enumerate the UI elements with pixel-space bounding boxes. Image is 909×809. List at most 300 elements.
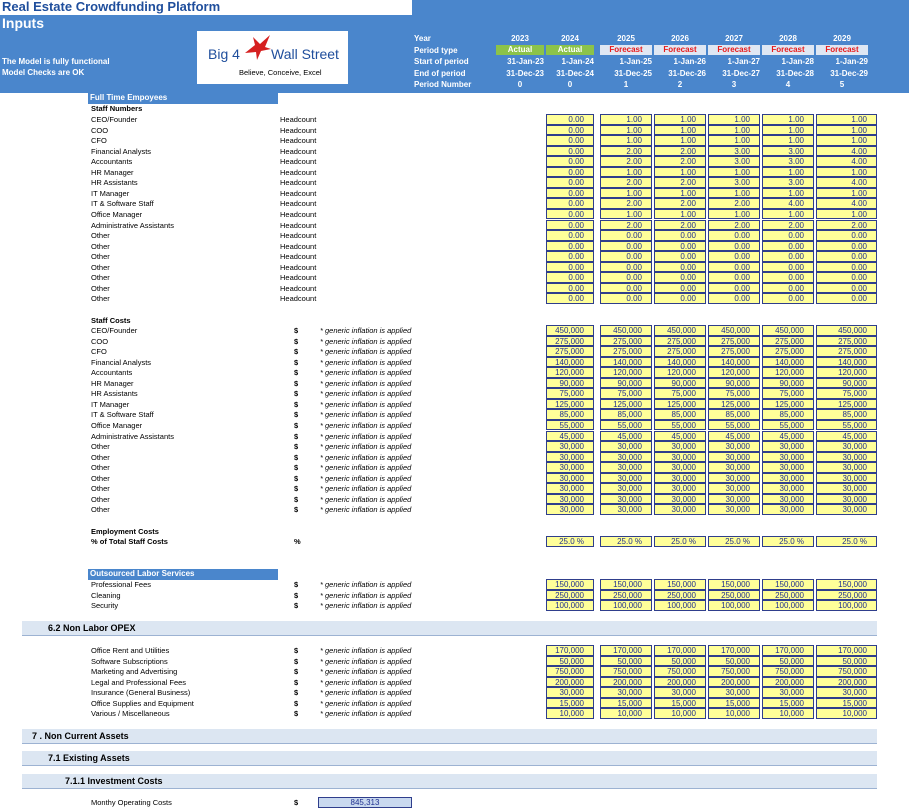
input-cell[interactable]: 250,000 xyxy=(654,590,706,601)
input-cell[interactable]: 30,000 xyxy=(546,441,594,452)
input-cell[interactable]: 100,000 xyxy=(654,600,706,611)
input-cell[interactable]: 55,000 xyxy=(708,420,760,431)
input-cell[interactable]: 100,000 xyxy=(600,600,652,611)
input-cell[interactable]: 170,000 xyxy=(816,645,877,656)
input-cell[interactable]: 275,000 xyxy=(762,346,814,357)
input-cell[interactable]: 30,000 xyxy=(654,473,706,484)
input-cell[interactable]: 4.00 xyxy=(816,198,877,209)
input-cell[interactable]: 0.00 xyxy=(546,125,594,136)
input-cell[interactable]: 120,000 xyxy=(546,367,594,378)
input-cell[interactable]: 0.00 xyxy=(816,241,877,252)
input-cell[interactable]: 1.00 xyxy=(654,209,706,220)
input-cell[interactable]: 150,000 xyxy=(762,579,814,590)
input-cell[interactable]: 120,000 xyxy=(762,367,814,378)
row-unit: Headcount xyxy=(280,220,317,230)
input-cell[interactable]: 150,000 xyxy=(654,579,706,590)
input-cell[interactable]: 30,000 xyxy=(816,687,877,698)
input-cell[interactable]: 140,000 xyxy=(816,357,877,368)
input-cell[interactable]: 1.00 xyxy=(762,114,814,125)
input-cell[interactable]: 275,000 xyxy=(654,346,706,357)
input-cell[interactable]: 1.00 xyxy=(600,125,652,136)
input-cell[interactable]: 1.00 xyxy=(654,167,706,178)
group-staff-costs: Staff Costs xyxy=(91,316,131,325)
input-cell[interactable]: 30,000 xyxy=(708,452,760,463)
input-cell[interactable]: 200,000 xyxy=(600,677,652,688)
input-cell[interactable]: 0.00 xyxy=(600,293,652,304)
input-cell[interactable]: 1.00 xyxy=(816,114,877,125)
input-cell[interactable]: 1.00 xyxy=(600,114,652,125)
input-cell[interactable]: 1.00 xyxy=(762,135,814,146)
input-cell[interactable]: 0.00 xyxy=(600,251,652,262)
input-cell[interactable]: 30,000 xyxy=(708,441,760,452)
input-cell[interactable]: 75,000 xyxy=(708,388,760,399)
input-cell[interactable]: 50,000 xyxy=(546,656,594,667)
input-cell[interactable]: 30,000 xyxy=(708,494,760,505)
input-cell[interactable]: 3.00 xyxy=(762,146,814,157)
input-cell[interactable]: 275,000 xyxy=(816,336,877,347)
input-cell[interactable]: 30,000 xyxy=(762,494,814,505)
input-cell[interactable]: 15,000 xyxy=(654,698,706,709)
input-cell[interactable]: 50,000 xyxy=(762,656,814,667)
input-cell[interactable]: 75,000 xyxy=(762,388,814,399)
input-cell[interactable]: 30,000 xyxy=(708,483,760,494)
input-cell[interactable]: 1.00 xyxy=(816,125,877,136)
input-cell[interactable]: 30,000 xyxy=(600,504,652,515)
input-cell[interactable]: 450,000 xyxy=(546,325,594,336)
input-cell[interactable]: 0.00 xyxy=(762,241,814,252)
input-cell[interactable]: 45,000 xyxy=(654,431,706,442)
input-cell[interactable]: 0.00 xyxy=(546,114,594,125)
input-cell[interactable]: 450,000 xyxy=(654,325,706,336)
input-cell[interactable]: 750,000 xyxy=(546,666,594,677)
input-cell[interactable]: 0.00 xyxy=(546,177,594,188)
input-cell[interactable]: 250,000 xyxy=(708,590,760,601)
input-cell[interactable]: 10,000 xyxy=(708,708,760,719)
input-cell[interactable]: 125,000 xyxy=(600,399,652,410)
input-cell[interactable]: 90,000 xyxy=(600,378,652,389)
input-cell[interactable]: 0.00 xyxy=(816,283,877,294)
input-cell[interactable]: 750,000 xyxy=(600,666,652,677)
employment-cost-pct-cell[interactable]: 25.0 % xyxy=(708,536,760,547)
input-cell[interactable]: 275,000 xyxy=(816,346,877,357)
input-cell[interactable]: 1.00 xyxy=(816,209,877,220)
input-cell[interactable]: 0.00 xyxy=(816,293,877,304)
input-cell[interactable]: 0.00 xyxy=(546,198,594,209)
input-cell[interactable]: 2.00 xyxy=(600,177,652,188)
input-cell[interactable]: 125,000 xyxy=(654,399,706,410)
input-cell[interactable]: 4.00 xyxy=(816,146,877,157)
input-cell[interactable]: 30,000 xyxy=(654,494,706,505)
input-cell[interactable]: 30,000 xyxy=(546,687,594,698)
input-cell[interactable]: 275,000 xyxy=(708,336,760,347)
input-cell[interactable]: 30,000 xyxy=(762,504,814,515)
input-cell[interactable]: 0.00 xyxy=(546,135,594,146)
input-cell[interactable]: 1.00 xyxy=(600,188,652,199)
input-cell[interactable]: 2.00 xyxy=(654,156,706,167)
row-label: HR Manager xyxy=(91,167,134,177)
inflation-note: * generic inflation is applied xyxy=(320,688,412,698)
input-cell[interactable]: 150,000 xyxy=(546,579,594,590)
input-cell[interactable]: 125,000 xyxy=(762,399,814,410)
input-cell[interactable]: 30,000 xyxy=(600,687,652,698)
input-cell[interactable]: 750,000 xyxy=(708,666,760,677)
input-cell[interactable]: 30,000 xyxy=(654,687,706,698)
input-cell[interactable]: 0.00 xyxy=(762,283,814,294)
input-cell[interactable]: 0.00 xyxy=(762,230,814,241)
input-cell[interactable]: 0.00 xyxy=(708,251,760,262)
input-cell[interactable]: 250,000 xyxy=(816,590,877,601)
input-cell[interactable]: 30,000 xyxy=(600,494,652,505)
input-cell[interactable]: 200,000 xyxy=(816,677,877,688)
input-cell[interactable]: 85,000 xyxy=(654,409,706,420)
input-cell[interactable]: 170,000 xyxy=(762,645,814,656)
input-cell[interactable]: 10,000 xyxy=(654,708,706,719)
input-cell[interactable]: 4.00 xyxy=(816,177,877,188)
input-cell[interactable]: 0.00 xyxy=(546,293,594,304)
input-cell[interactable]: 0.00 xyxy=(762,272,814,283)
input-cell[interactable]: 15,000 xyxy=(600,698,652,709)
input-cell[interactable]: 50,000 xyxy=(600,656,652,667)
input-cell[interactable]: 30,000 xyxy=(762,483,814,494)
input-cell[interactable]: 0.00 xyxy=(654,230,706,241)
input-cell[interactable]: 15,000 xyxy=(708,698,760,709)
row-unit: $ xyxy=(294,347,299,357)
input-cell[interactable]: 120,000 xyxy=(708,367,760,378)
input-cell[interactable]: 0.00 xyxy=(654,293,706,304)
input-cell[interactable]: 55,000 xyxy=(546,420,594,431)
input-cell[interactable]: 4.00 xyxy=(762,198,814,209)
employment-cost-pct-cell[interactable]: 25.0 % xyxy=(816,536,877,547)
input-cell[interactable]: 100,000 xyxy=(708,600,760,611)
input-cell[interactable]: 85,000 xyxy=(600,409,652,420)
input-cell[interactable]: 0.00 xyxy=(708,230,760,241)
input-cell[interactable]: 1.00 xyxy=(762,125,814,136)
input-cell[interactable]: 0.00 xyxy=(600,230,652,241)
input-cell[interactable]: 2.00 xyxy=(708,220,760,231)
input-cell[interactable]: 140,000 xyxy=(708,357,760,368)
input-cell[interactable]: 1.00 xyxy=(762,209,814,220)
input-cell[interactable]: 450,000 xyxy=(816,325,877,336)
input-cell[interactable]: 1.00 xyxy=(762,188,814,199)
input-cell[interactable]: 30,000 xyxy=(600,483,652,494)
input-cell[interactable]: 140,000 xyxy=(762,357,814,368)
input-cell[interactable]: 170,000 xyxy=(546,645,594,656)
input-cell[interactable]: 3.00 xyxy=(762,177,814,188)
input-cell[interactable]: 200,000 xyxy=(708,677,760,688)
input-cell[interactable]: 3.00 xyxy=(708,146,760,157)
input-cell[interactable]: 1.00 xyxy=(654,135,706,146)
input-cell[interactable]: 15,000 xyxy=(816,698,877,709)
input-cell[interactable]: 10,000 xyxy=(816,708,877,719)
input-cell[interactable]: 1.00 xyxy=(708,167,760,178)
input-cell[interactable]: 275,000 xyxy=(654,336,706,347)
input-cell[interactable]: 450,000 xyxy=(708,325,760,336)
input-cell[interactable]: 30,000 xyxy=(762,441,814,452)
input-cell[interactable]: 2.00 xyxy=(654,198,706,209)
input-cell[interactable]: 1.00 xyxy=(708,114,760,125)
input-cell[interactable]: 30,000 xyxy=(654,483,706,494)
input-cell[interactable]: 0.00 xyxy=(654,283,706,294)
input-cell[interactable]: 750,000 xyxy=(654,666,706,677)
input-cell[interactable]: 2.00 xyxy=(654,146,706,157)
input-cell[interactable]: 30,000 xyxy=(762,462,814,473)
input-cell[interactable]: 0.00 xyxy=(654,241,706,252)
input-cell[interactable]: 10,000 xyxy=(600,708,652,719)
inflation-note: * generic inflation is applied xyxy=(320,368,412,378)
input-cell[interactable]: 30,000 xyxy=(546,452,594,463)
company-logo xyxy=(197,31,348,84)
input-cell[interactable]: 1.00 xyxy=(816,188,877,199)
row-label: Accountants xyxy=(91,368,133,378)
input-cell[interactable]: 3.00 xyxy=(708,177,760,188)
input-cell[interactable]: 150,000 xyxy=(816,579,877,590)
input-cell[interactable]: 0.00 xyxy=(546,156,594,167)
input-cell[interactable]: 30,000 xyxy=(654,462,706,473)
input-cell[interactable]: 30,000 xyxy=(654,441,706,452)
input-cell[interactable]: 170,000 xyxy=(600,645,652,656)
input-cell[interactable]: 120,000 xyxy=(600,367,652,378)
employment-cost-pct-cell[interactable]: 25.0 % xyxy=(546,536,594,547)
inflation-note: * generic inflation is applied xyxy=(320,452,412,462)
input-cell[interactable]: 30,000 xyxy=(654,452,706,463)
input-cell[interactable]: 90,000 xyxy=(654,378,706,389)
input-cell[interactable]: 1.00 xyxy=(654,114,706,125)
input-cell[interactable]: 0.00 xyxy=(546,167,594,178)
input-cell[interactable]: 750,000 xyxy=(816,666,877,677)
input-cell[interactable]: 30,000 xyxy=(546,483,594,494)
input-cell[interactable]: 0.00 xyxy=(708,272,760,283)
input-cell[interactable]: 450,000 xyxy=(600,325,652,336)
input-cell[interactable]: 125,000 xyxy=(546,399,594,410)
input-cell[interactable]: 2.00 xyxy=(654,220,706,231)
input-cell[interactable]: 50,000 xyxy=(816,656,877,667)
input-cell[interactable]: 30,000 xyxy=(546,504,594,515)
input-cell[interactable]: 30,000 xyxy=(816,462,877,473)
input-cell[interactable]: 0.00 xyxy=(762,251,814,262)
input-cell[interactable]: 90,000 xyxy=(546,378,594,389)
input-cell[interactable]: 1.00 xyxy=(762,167,814,178)
input-cell[interactable]: 45,000 xyxy=(708,431,760,442)
input-cell[interactable]: 30,000 xyxy=(816,441,877,452)
input-cell[interactable]: 1.00 xyxy=(816,167,877,178)
input-cell[interactable]: 30,000 xyxy=(816,473,877,484)
input-cell[interactable]: 0.00 xyxy=(708,283,760,294)
input-cell[interactable]: 55,000 xyxy=(762,420,814,431)
input-cell[interactable]: 2.00 xyxy=(762,220,814,231)
input-cell[interactable]: 85,000 xyxy=(762,409,814,420)
input-cell[interactable]: 0.00 xyxy=(546,220,594,231)
input-cell[interactable]: 100,000 xyxy=(546,600,594,611)
input-cell[interactable]: 0.00 xyxy=(546,262,594,273)
input-cell[interactable]: 90,000 xyxy=(708,378,760,389)
input-cell[interactable]: 4.00 xyxy=(816,156,877,167)
input-cell[interactable]: 75,000 xyxy=(546,388,594,399)
employment-cost-pct-cell[interactable]: 25.0 % xyxy=(654,536,706,547)
input-cell[interactable]: 1.00 xyxy=(708,125,760,136)
input-cell[interactable]: 250,000 xyxy=(762,590,814,601)
input-cell[interactable]: 30,000 xyxy=(600,473,652,484)
input-cell[interactable]: 1.00 xyxy=(600,209,652,220)
input-cell[interactable]: 0.00 xyxy=(600,283,652,294)
input-cell[interactable]: 170,000 xyxy=(708,645,760,656)
input-cell[interactable]: 170,000 xyxy=(654,645,706,656)
input-cell[interactable]: 0.00 xyxy=(654,272,706,283)
input-cell[interactable]: 10,000 xyxy=(762,708,814,719)
input-cell[interactable]: 45,000 xyxy=(762,431,814,442)
input-cell[interactable]: 50,000 xyxy=(654,656,706,667)
input-cell[interactable]: 0.00 xyxy=(816,251,877,262)
input-cell[interactable]: 0.00 xyxy=(546,241,594,252)
row-label: IT Manager xyxy=(91,399,130,409)
input-cell[interactable]: 275,000 xyxy=(708,346,760,357)
input-cell[interactable]: 0.00 xyxy=(600,262,652,273)
input-cell[interactable]: 10,000 xyxy=(546,708,594,719)
input-cell[interactable]: 0.00 xyxy=(546,272,594,283)
input-cell[interactable]: 275,000 xyxy=(762,336,814,347)
input-cell[interactable]: 1.00 xyxy=(708,135,760,146)
input-cell[interactable]: 140,000 xyxy=(546,357,594,368)
input-cell[interactable]: 0.00 xyxy=(600,241,652,252)
input-cell[interactable]: 150,000 xyxy=(708,579,760,590)
row-label-period-number: Period Number xyxy=(414,80,472,89)
input-cell[interactable]: 1.00 xyxy=(708,209,760,220)
input-cell[interactable]: 275,000 xyxy=(600,336,652,347)
input-cell[interactable]: 1.00 xyxy=(654,188,706,199)
input-cell[interactable]: 120,000 xyxy=(816,367,877,378)
input-cell[interactable]: 30,000 xyxy=(546,494,594,505)
input-cell[interactable]: 0.00 xyxy=(816,272,877,283)
input-cell[interactable]: 3.00 xyxy=(708,156,760,167)
employment-cost-pct-cell[interactable]: 25.0 % xyxy=(762,536,814,547)
row-unit: $ xyxy=(294,473,299,483)
input-cell[interactable]: 55,000 xyxy=(600,420,652,431)
employment-cost-pct-cell[interactable]: 25.0 % xyxy=(600,536,652,547)
monthly-operating-costs-value[interactable]: 845,313 xyxy=(318,797,412,808)
input-cell[interactable]: 0.00 xyxy=(654,262,706,273)
input-cell[interactable]: 140,000 xyxy=(654,357,706,368)
input-cell[interactable]: 150,000 xyxy=(600,579,652,590)
input-cell[interactable]: 2.00 xyxy=(654,177,706,188)
input-cell[interactable]: 30,000 xyxy=(816,504,877,515)
input-cell[interactable]: 250,000 xyxy=(546,590,594,601)
row-label: Office Manager xyxy=(91,209,143,219)
input-cell[interactable]: 1.00 xyxy=(600,135,652,146)
input-cell[interactable]: 0.00 xyxy=(708,293,760,304)
input-cell[interactable]: 2.00 xyxy=(708,198,760,209)
input-cell[interactable]: 275,000 xyxy=(546,336,594,347)
input-cell[interactable]: 100,000 xyxy=(762,600,814,611)
input-cell[interactable]: 0.00 xyxy=(546,188,594,199)
input-cell[interactable]: 30,000 xyxy=(762,687,814,698)
input-cell[interactable]: 2.00 xyxy=(600,146,652,157)
input-cell[interactable]: 0.00 xyxy=(708,262,760,273)
input-cell[interactable]: 30,000 xyxy=(816,494,877,505)
input-cell[interactable]: 30,000 xyxy=(546,462,594,473)
input-cell[interactable]: 85,000 xyxy=(708,409,760,420)
row-label-period-type: Period type xyxy=(414,46,458,55)
input-cell[interactable]: 75,000 xyxy=(816,388,877,399)
input-cell[interactable]: 30,000 xyxy=(708,462,760,473)
input-cell[interactable]: 275,000 xyxy=(600,346,652,357)
input-cell[interactable]: 90,000 xyxy=(762,378,814,389)
input-cell[interactable]: 0.00 xyxy=(762,262,814,273)
input-cell[interactable]: 75,000 xyxy=(600,388,652,399)
inflation-note: * generic inflation is applied xyxy=(320,442,412,452)
input-cell[interactable]: 85,000 xyxy=(546,409,594,420)
input-cell[interactable]: 50,000 xyxy=(708,656,760,667)
input-cell[interactable]: 2.00 xyxy=(600,220,652,231)
input-cell[interactable]: 1.00 xyxy=(600,167,652,178)
input-cell[interactable]: 0.00 xyxy=(816,230,877,241)
input-cell[interactable]: 200,000 xyxy=(762,677,814,688)
input-cell[interactable]: 30,000 xyxy=(762,473,814,484)
input-cell[interactable]: 0.00 xyxy=(816,262,877,273)
input-cell[interactable]: 120,000 xyxy=(654,367,706,378)
input-cell[interactable]: 30,000 xyxy=(708,473,760,484)
input-cell[interactable]: 30,000 xyxy=(600,452,652,463)
input-cell[interactable]: 45,000 xyxy=(816,431,877,442)
input-cell[interactable]: 750,000 xyxy=(762,666,814,677)
input-cell[interactable]: 0.00 xyxy=(546,251,594,262)
row-label: Accountants xyxy=(91,157,133,167)
input-cell[interactable]: 100,000 xyxy=(816,600,877,611)
input-cell[interactable]: 275,000 xyxy=(546,346,594,357)
input-cell[interactable]: 45,000 xyxy=(600,431,652,442)
input-cell[interactable]: 0.00 xyxy=(546,146,594,157)
input-cell[interactable]: 30,000 xyxy=(654,504,706,515)
input-cell[interactable]: 75,000 xyxy=(654,388,706,399)
input-cell[interactable]: 2.00 xyxy=(816,220,877,231)
input-cell[interactable]: 55,000 xyxy=(816,420,877,431)
input-cell[interactable]: 55,000 xyxy=(654,420,706,431)
input-cell[interactable]: 0.00 xyxy=(762,293,814,304)
input-cell[interactable]: 85,000 xyxy=(816,409,877,420)
input-cell[interactable]: 0.00 xyxy=(654,251,706,262)
input-cell[interactable]: 30,000 xyxy=(816,483,877,494)
input-cell[interactable]: 2.00 xyxy=(600,198,652,209)
input-cell[interactable]: 30,000 xyxy=(762,452,814,463)
input-cell[interactable]: 250,000 xyxy=(600,590,652,601)
input-cell[interactable]: 0.00 xyxy=(546,209,594,220)
input-cell[interactable]: 90,000 xyxy=(816,378,877,389)
input-cell[interactable]: 450,000 xyxy=(762,325,814,336)
inflation-note: * generic inflation is applied xyxy=(320,420,412,430)
input-cell[interactable]: 30,000 xyxy=(816,452,877,463)
input-cell[interactable]: 1.00 xyxy=(816,135,877,146)
input-cell[interactable]: 200,000 xyxy=(546,677,594,688)
input-cell[interactable]: 30,000 xyxy=(546,473,594,484)
input-cell[interactable]: 15,000 xyxy=(546,698,594,709)
input-cell[interactable]: 0.00 xyxy=(546,283,594,294)
input-cell[interactable]: 0.00 xyxy=(708,241,760,252)
input-cell[interactable]: 125,000 xyxy=(816,399,877,410)
input-cell[interactable]: 125,000 xyxy=(708,399,760,410)
input-cell[interactable]: 45,000 xyxy=(546,431,594,442)
input-cell[interactable]: 200,000 xyxy=(654,677,706,688)
input-cell[interactable]: 1.00 xyxy=(654,125,706,136)
input-cell[interactable]: 30,000 xyxy=(708,687,760,698)
input-cell[interactable]: 0.00 xyxy=(600,272,652,283)
input-cell[interactable]: 3.00 xyxy=(762,156,814,167)
input-cell[interactable]: 0.00 xyxy=(546,230,594,241)
input-cell[interactable]: 140,000 xyxy=(600,357,652,368)
input-cell[interactable]: 15,000 xyxy=(762,698,814,709)
input-cell[interactable]: 1.00 xyxy=(708,188,760,199)
input-cell[interactable]: 30,000 xyxy=(708,504,760,515)
input-cell[interactable]: 30,000 xyxy=(600,441,652,452)
input-cell[interactable]: 2.00 xyxy=(600,156,652,167)
input-cell[interactable]: 30,000 xyxy=(600,462,652,473)
